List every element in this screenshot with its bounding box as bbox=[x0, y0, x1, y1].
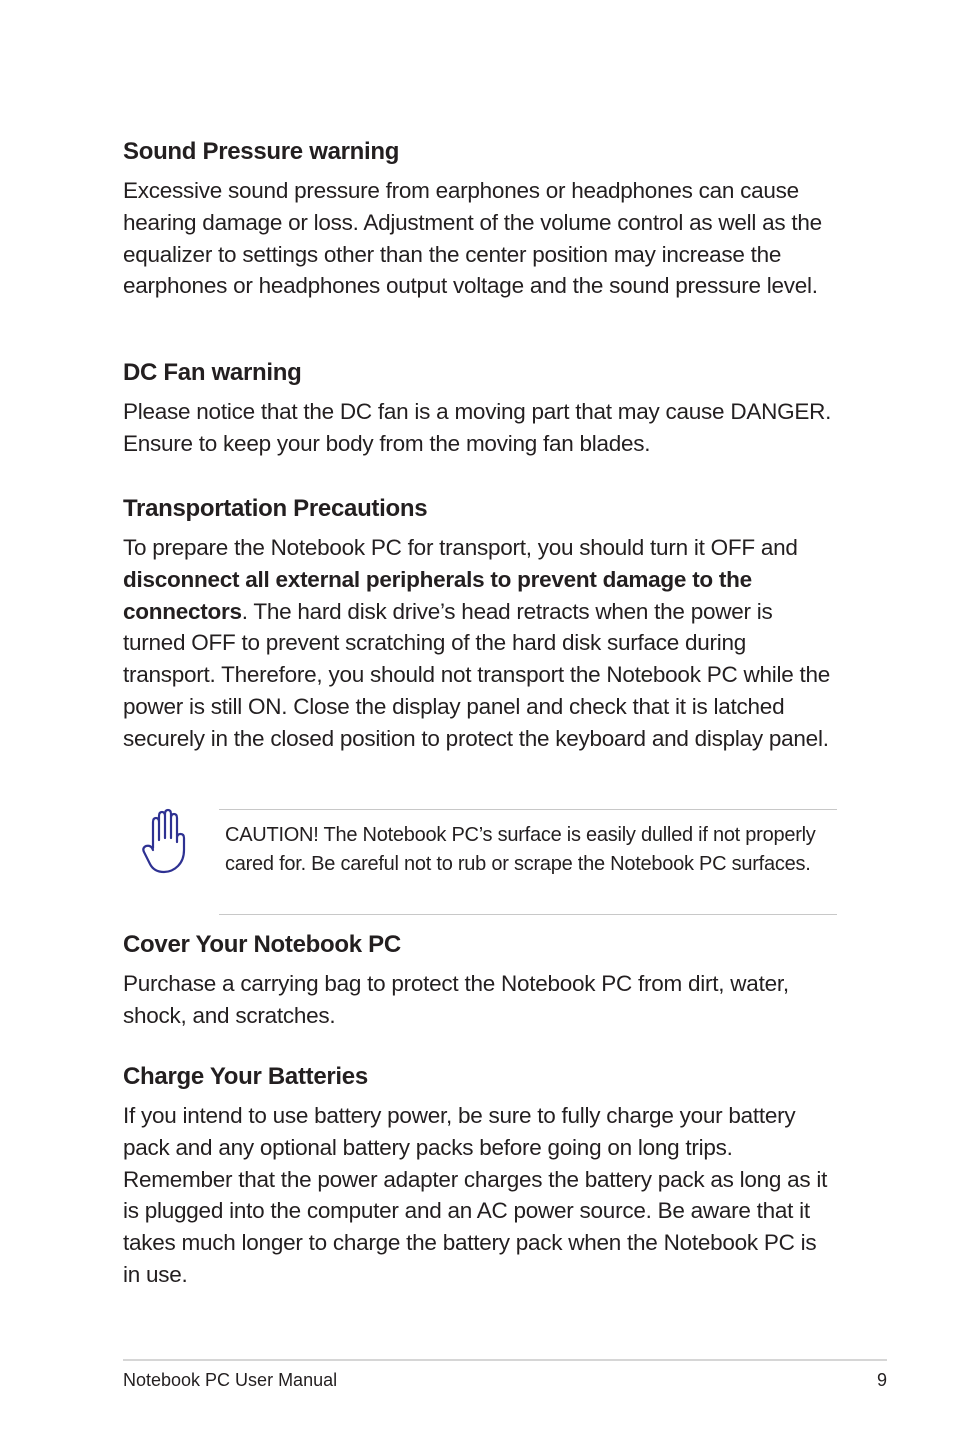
caution-box bbox=[219, 809, 837, 915]
dc-fan-text: Please notice that the DC fan is a moving part that may cause DANGER. Ensure to keep your body from the moving fan blades. bbox=[123, 399, 832, 456]
transportation-section bbox=[123, 494, 839, 755]
sound-pressure-text: Excessive sound pressure from earphones or headphones can cause hearing damage or loss. Adjustment of the volume control as well as the equalizer to settings other than the center position may increase the earphones or headphones output voltage and the sound pressure level. bbox=[123, 178, 822, 299]
footer-title: Notebook PC User Manual bbox=[123, 1370, 338, 1390]
charge-text: If you intend to use battery power, be sure to fully charge your battery pack and any optional battery packs before going on long trips. Remember that the power adapter charges the battery pack as long as it is plugged into the computer and an AC power source. Be aware that it takes much longer to charge the battery pack when the Notebook PC is in use. bbox=[123, 1103, 828, 1287]
hand-stop-icon bbox=[140, 808, 190, 874]
caution-note bbox=[123, 808, 839, 914]
transportation-text-bold: disconnect all external peripherals to prevent damage to the connectors bbox=[123, 566, 752, 624]
cover-section bbox=[123, 930, 839, 1032]
dc-fan-heading: DC Fan warning bbox=[123, 359, 302, 386]
transportation-heading: Transportation Precautions bbox=[123, 495, 428, 522]
page-number: 9 bbox=[876, 1370, 887, 1390]
charge-section bbox=[123, 1062, 839, 1291]
transportation-text-end: . The hard disk drive’s head retracts when the power is turned OFF to prevent scratching of the hard disk surface during transport. Therefore, you should not transport the Notebook PC while the power is still ON. Close the display panel and check that it is latched securely in the closed position to protect the keyboard and display panel. bbox=[123, 598, 830, 751]
caution-text: CAUTION! The Notebook PC’s surface is easily dulled if not properly cared for. Be careful not to rub or scrape the Notebook PC surfaces. bbox=[225, 824, 816, 875]
sound-pressure-heading: Sound Pressure warning bbox=[123, 138, 400, 165]
transportation-text bbox=[123, 532, 839, 755]
cover-text: Purchase a carrying bag to protect the Notebook PC from dirt, water, shock, and scratches. bbox=[123, 971, 789, 1028]
sound-pressure-section bbox=[123, 137, 839, 302]
footer-divider bbox=[123, 1359, 887, 1361]
transportation-text-start: To prepare the Notebook PC for transport, you should turn it OFF and bbox=[123, 535, 798, 560]
charge-heading: Charge Your Batteries bbox=[123, 1063, 368, 1090]
dc-fan-section bbox=[123, 358, 839, 460]
cover-heading: Cover Your Notebook PC bbox=[123, 931, 401, 958]
